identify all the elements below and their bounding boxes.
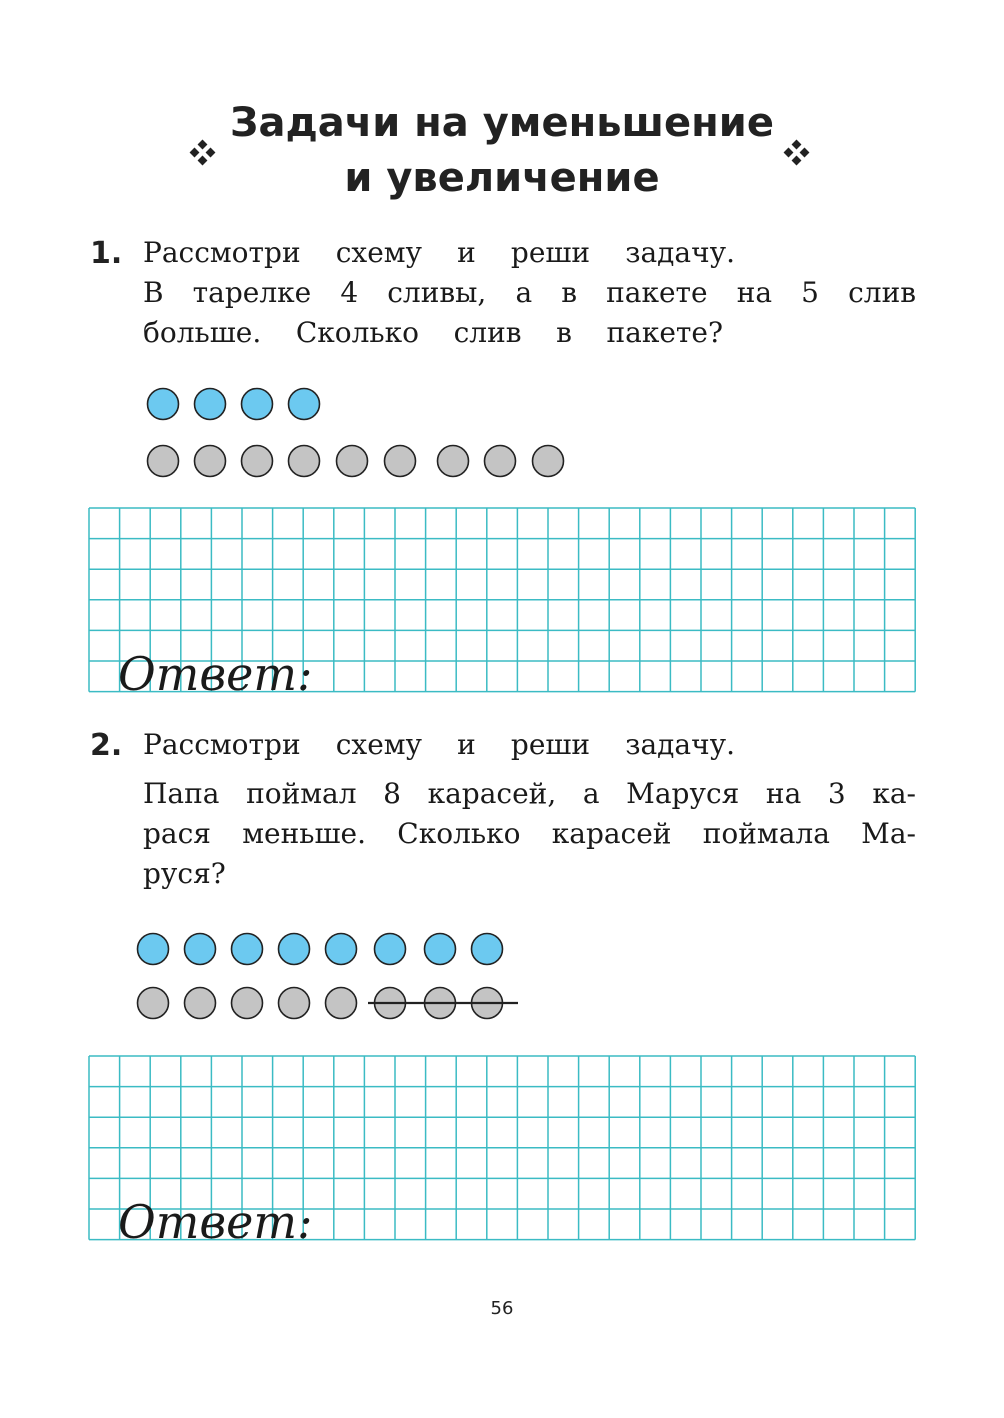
svg-text:Ответ:: Ответ: bbox=[118, 1195, 313, 1249]
marusya-fish-circle bbox=[185, 988, 216, 1019]
papa-fish-circle bbox=[138, 934, 169, 965]
task2-instruction: Рассмотри схему и реши задачу. bbox=[143, 728, 735, 761]
plum-plate-circle bbox=[148, 389, 179, 420]
page-title-line-2: и увеличение bbox=[344, 155, 660, 201]
page-number: 56 bbox=[490, 1298, 514, 1319]
papa-fish-circle bbox=[279, 934, 310, 965]
papa-fish-circle bbox=[375, 934, 406, 965]
plum-bag-circle bbox=[195, 446, 226, 477]
marusya-fish-circle bbox=[138, 988, 169, 1019]
plum-plate-circle bbox=[195, 389, 226, 420]
task1-text-line-2: больше. Сколько слив в пакете? bbox=[143, 316, 723, 349]
plum-bag-circle bbox=[148, 446, 179, 477]
plum-bag-circle bbox=[242, 446, 273, 477]
plum-bag-circle bbox=[385, 446, 416, 477]
papa-fish-circle bbox=[425, 934, 456, 965]
papa-fish-circle bbox=[232, 934, 263, 965]
papa-fish-circle bbox=[185, 934, 216, 965]
plum-bag-circle bbox=[337, 446, 368, 477]
task1-text-line-1: В тарелке 4 сливы, а в пакете на 5 слив bbox=[143, 276, 916, 309]
page-title-line-1: Задачи на уменьшение bbox=[230, 100, 774, 146]
marusya-fish-circle bbox=[472, 988, 503, 1019]
plum-plate-circle bbox=[289, 389, 320, 420]
plum-bag-circle bbox=[438, 446, 469, 477]
papa-fish-circle bbox=[472, 934, 503, 965]
marusya-fish-circle bbox=[425, 988, 456, 1019]
marusya-fish-circle bbox=[232, 988, 263, 1019]
plum-bag-circle bbox=[289, 446, 320, 477]
task2-text-line-2: рася меньше. Сколько карасей поймала Ма- bbox=[143, 817, 916, 850]
task1-instruction: Рассмотри схему и реши задачу. bbox=[143, 236, 735, 269]
plum-bag-circle bbox=[533, 446, 564, 477]
task1-answer-label bbox=[116, 647, 313, 708]
plum-plate-circle bbox=[242, 389, 273, 420]
task2-answer-label bbox=[116, 1195, 313, 1256]
task1-number: 1. bbox=[90, 236, 123, 271]
plum-bag-circle bbox=[485, 446, 516, 477]
marusya-fish-circle bbox=[279, 988, 310, 1019]
marusya-fish-circle bbox=[326, 988, 357, 1019]
svg-text:Ответ:: Ответ: bbox=[118, 647, 313, 701]
task2-number: 2. bbox=[90, 728, 123, 763]
papa-fish-circle bbox=[326, 934, 357, 965]
task2-text-line-3: руся? bbox=[143, 857, 226, 890]
task2-text-line-1: Папа поймал 8 карасей, а Маруся на 3 ка- bbox=[143, 777, 916, 810]
marusya-fish-circle bbox=[375, 988, 406, 1019]
